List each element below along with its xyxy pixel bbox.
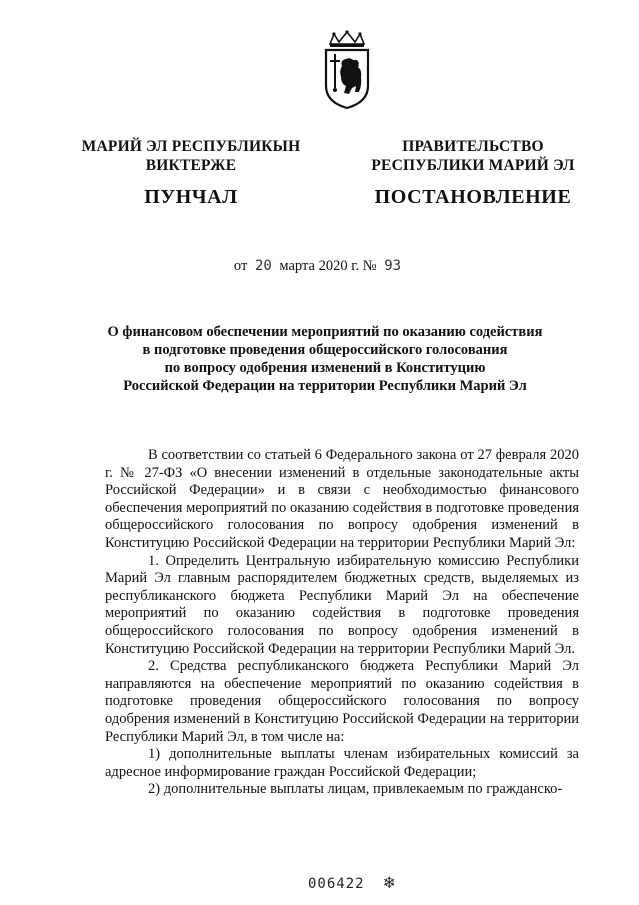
date-prefix: от bbox=[233, 258, 248, 274]
paragraph-subitem-2: 2) дополнительные выплаты лицам, привлекаемым по гражданско- bbox=[148, 781, 563, 798]
footer-serial bbox=[308, 873, 397, 892]
paragraph-item-1: 1. Определить Центральную избирательную комиссию Республики Марий Эл главным распорядителем бюджетных средств, выделяемых из республиканского бюджета Республики Марий Эл на обеспечение мероприятий по оказанию содействия в подготовке проведения общероссийского голосования по вопросу одобрения изменений в Конституцию Российской Федерации на территории Республики Марий Эл. bbox=[105, 552, 579, 657]
paragraph-subitem-1: 1) дополнительные выплаты членам избирательных комиссий за адресное информирование граждан Российской Федерации; bbox=[105, 746, 579, 780]
title-line: О финансовом обеспечении мероприятий по оказанию содействия bbox=[107, 324, 543, 340]
date-month-year: марта 2020 г. № bbox=[279, 258, 377, 274]
document-body bbox=[105, 447, 579, 799]
doc-type-russian: ПОСТАНОВЛЕНИЕ bbox=[374, 186, 572, 208]
header-russian bbox=[348, 137, 598, 209]
date-day: 20 bbox=[254, 258, 272, 274]
snowflake-icon: ❄ bbox=[382, 873, 397, 892]
document-number: 93 bbox=[384, 258, 402, 274]
title-line: Российской Федерации на территории Республики Марий Эл bbox=[123, 378, 527, 394]
title-line: по вопросу одобрения изменений в Конституцию bbox=[164, 360, 486, 376]
org-name-mari-line1: МАРИЙ ЭЛ РЕСПУБЛИКЫН bbox=[81, 138, 301, 155]
org-name-mari-line2: ВИКТЕРЖЕ bbox=[145, 157, 237, 174]
org-name-russian-line2: РЕСПУБЛИКИ МАРИЙ ЭЛ bbox=[371, 157, 575, 174]
header-mari bbox=[66, 137, 316, 209]
org-name-russian-line1: ПРАВИТЕЛЬСТВО bbox=[402, 138, 544, 155]
serial-number: 006422 bbox=[308, 876, 365, 892]
date-line bbox=[0, 258, 639, 275]
paragraph-preamble: В соответствии со статьей 6 Федерального закона от 27 февраля 2020 г. № 27-ФЗ «О внесении изменений в отдельные законодательные акты Российской Федерации» и в связи с необходимостью финансового обеспечения мероприятий по оказанию содействия в подготовке проведения общероссийского голосования по вопросу одобрения изменений в Конституцию Российской Федерации на территории Республики Марий Эл: bbox=[105, 447, 579, 551]
paragraph-item-2: 2. Средства республиканского бюджета Республики Марий Эл направляются на обеспечение мероприятий по оказанию содействия в подготовке проведения общероссийского голосования по вопросу одобрения изменений в Конституцию Российской Федерации на территории Республики Марий Эл, в том числе на: bbox=[105, 658, 579, 745]
coat-of-arms-emblem bbox=[322, 30, 372, 110]
title-line: в подготовке проведения общероссийского голосования bbox=[142, 342, 508, 358]
doc-type-mari: ПУНЧАЛ bbox=[144, 186, 238, 208]
document-title bbox=[90, 323, 560, 395]
